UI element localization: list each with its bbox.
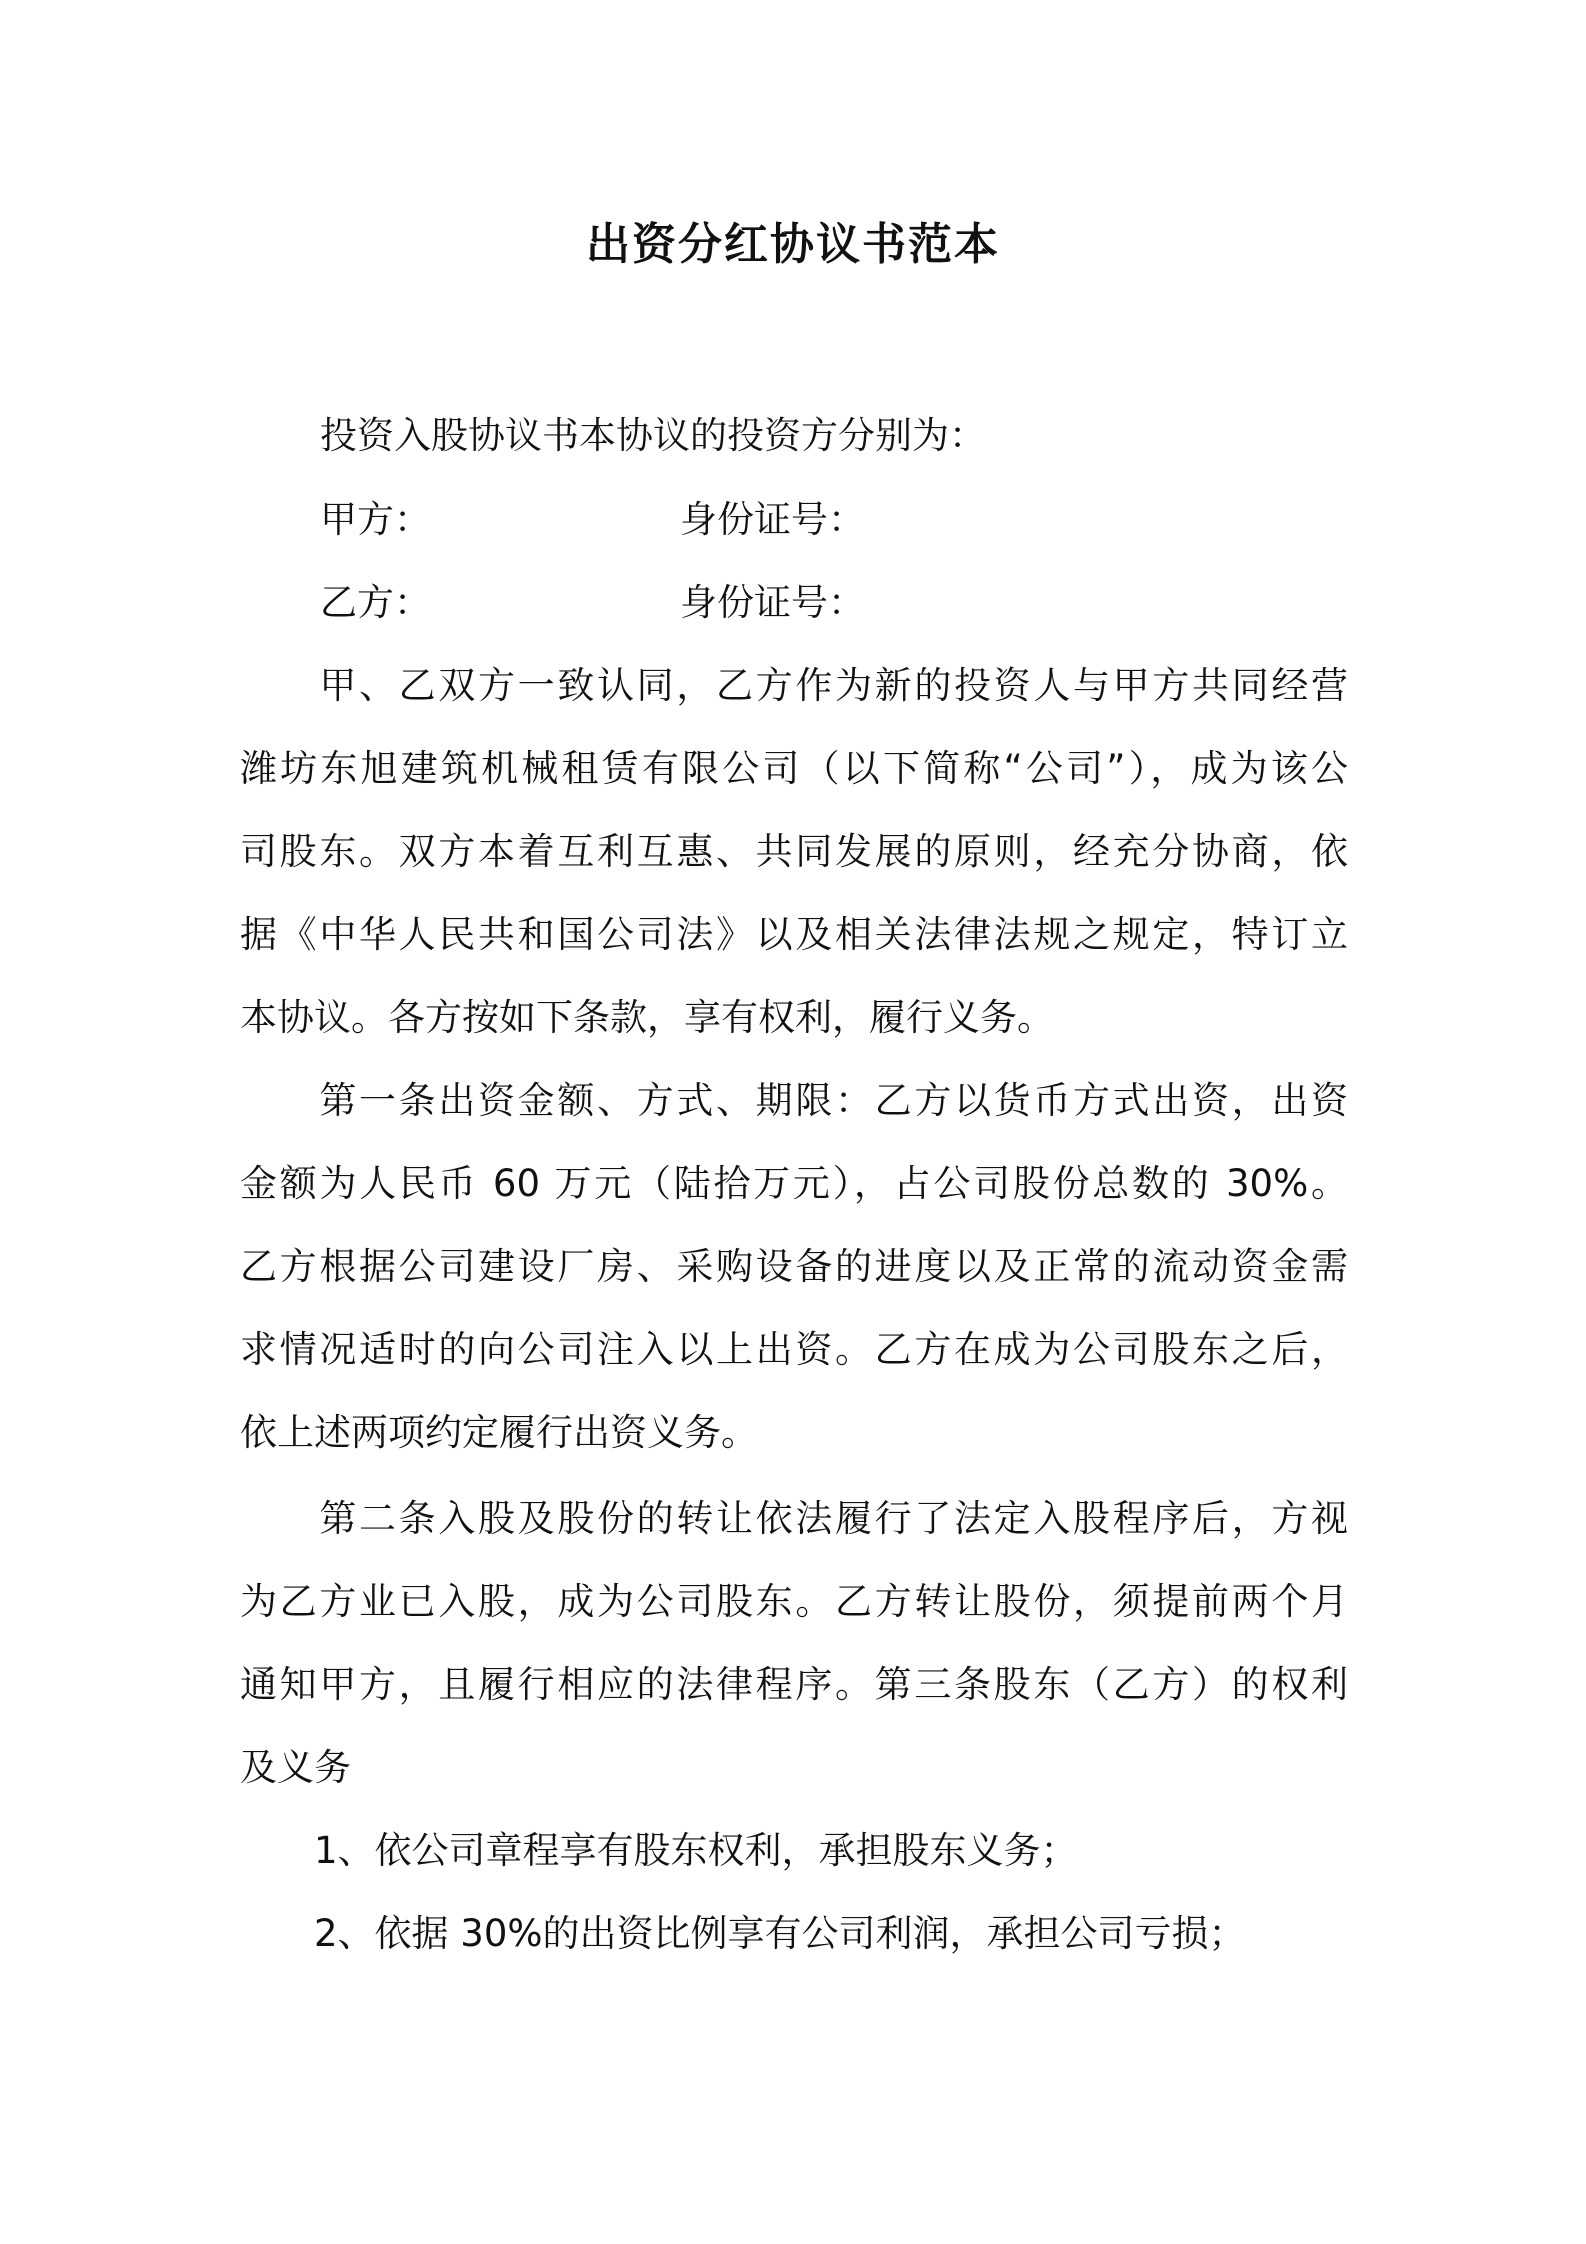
party-a-label: 甲方： [320, 498, 431, 541]
intro-line: 投资入股协议书本协议的投资方分别为： [320, 414, 986, 457]
paragraph-line: 本协议。各方按如下条款，享有权利，履行义务。 [240, 996, 1054, 1039]
party-b-label: 乙方： [320, 581, 431, 624]
document-title: 出资分红协议书范本 [586, 219, 1000, 270]
party-a-id-label: 身份证号： [680, 498, 865, 541]
paragraph-line: 为乙方业已入股，成为公司股东。乙方转让股份，须提前两个月 [240, 1580, 1348, 1623]
list-item: 1、依公司章程享有股东权利，承担股东义务； [240, 1829, 1078, 1872]
paragraph-line: 司股东。双方本着互利互惠、共同发展的原则，经充分协商，依 [240, 830, 1348, 873]
paragraph-line: 金额为人民币 60 万元（陆拾万元），占公司股份总数的 30%。 [240, 1162, 1348, 1205]
paragraph-line: 第一条出资金额、方式、期限：乙方以货币方式出资，出资 [240, 1079, 1348, 1122]
paragraph-line: 及义务 [240, 1746, 351, 1789]
paragraph-line: 求情况适时的向公司注入以上出资。乙方在成为公司股东之后， [240, 1328, 1348, 1371]
paragraph-line: 据《中华人民共和国公司法》以及相关法律法规之规定，特订立 [240, 913, 1348, 956]
paragraph-line: 乙方根据公司建设厂房、采购设备的进度以及正常的流动资金需 [240, 1245, 1348, 1288]
party-b-id-label: 身份证号： [680, 581, 865, 624]
paragraph-line: 甲、乙双方一致认同，乙方作为新的投资人与甲方共同经营 [240, 664, 1348, 707]
paragraph-line: 通知甲方，且履行相应的法律程序。第三条股东（乙方）的权利 [240, 1663, 1348, 1706]
paragraph-line: 第二条入股及股份的转让依法履行了法定入股程序后，方视 [240, 1497, 1348, 1540]
list-item: 2、依据 30%的出资比例享有公司利润，承担公司亏损； [240, 1912, 1246, 1955]
paragraph-line: 潍坊东旭建筑机械租赁有限公司（以下简称“公司”），成为该公 [240, 747, 1348, 790]
paragraph-line: 依上述两项约定履行出资义务。 [240, 1411, 758, 1454]
